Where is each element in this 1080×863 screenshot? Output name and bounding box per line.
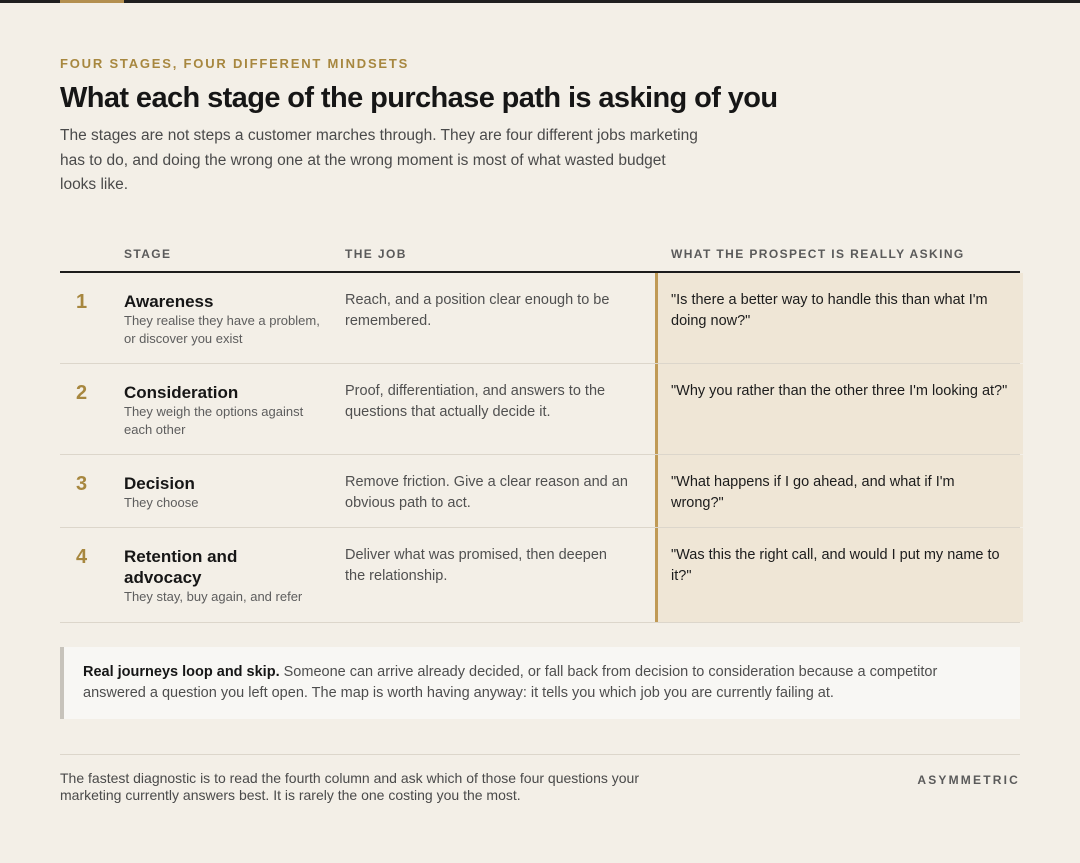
stages-table <box>60 240 1020 623</box>
table-row <box>60 364 1020 455</box>
callout-box <box>60 647 1020 719</box>
table-row <box>60 455 1020 528</box>
top-rule-accent <box>60 0 124 3</box>
asking-quote: "What happens if I go ahead, and what if I'm wrong?" <box>671 474 955 511</box>
stage-number: 3 <box>76 473 88 495</box>
stage-number: 2 <box>76 382 88 404</box>
job-text: Proof, differentiation, and answers to the questions that actually decide it. <box>345 383 606 420</box>
eyebrow: FOUR STAGES, FOUR DIFFERENT MINDSETS <box>60 56 410 71</box>
table-row <box>60 528 1020 623</box>
stage-description: They choose <box>124 495 199 510</box>
asking-quote: "Why you rather than the other three I'm looking at?" <box>671 383 1008 399</box>
header-job: THE JOB <box>345 247 407 261</box>
callout-lead: Real journeys loop and skip. <box>83 664 280 680</box>
stage-description: They realise they have a problem, or discover you exist <box>124 313 320 346</box>
stage-number: 1 <box>76 291 88 313</box>
job-text: Reach, and a position clear enough to be remembered. <box>345 292 610 329</box>
stage-name: Consideration <box>124 383 239 402</box>
stage-description: They stay, buy again, and refer <box>124 589 303 604</box>
header-asking: WHAT THE PROSPECT IS REALLY ASKING <box>671 247 965 261</box>
stage-name: Decision <box>124 474 195 493</box>
table-row <box>60 273 1020 364</box>
table-header <box>60 240 1020 273</box>
footer-divider <box>60 754 1020 755</box>
stage-name: Retention and advocacy <box>124 547 238 587</box>
stage-number: 4 <box>76 546 88 568</box>
asking-quote: "Was this the right call, and would I put my name to it?" <box>671 547 1000 584</box>
job-text: Remove friction. Give a clear reason and an obvious path to act. <box>345 474 628 511</box>
job-text: Deliver what was promised, then deepen the relationship. <box>345 547 607 584</box>
callout-text <box>83 662 983 704</box>
page-title: What each stage of the purchase path is asking of you <box>60 82 778 114</box>
stage-name: Awareness <box>124 292 214 311</box>
asking-quote: "Is there a better way to handle this than what I'm doing now?" <box>671 292 988 329</box>
asking-cell <box>655 364 1023 454</box>
footer-note: The fastest diagnostic is to read the fourth column and ask which of those four questions your marketing currently answers best. It is rarely the one costing you the most. <box>60 770 639 803</box>
top-rule <box>0 0 1080 3</box>
callout-body: Someone can arrive already decided, or fall back from decision to consideration because a competitor answered a question you left open. The map is worth having anyway: it tells you which job you are currently failing at. <box>83 664 938 701</box>
brand-logo: ASYMMETRIC <box>917 773 1020 787</box>
stage-description: They weigh the options against each other <box>124 404 304 437</box>
intro-paragraph: The stages are not steps a customer marches through. They are four different jobs marketing has to do, and doing the wrong one at the wrong moment is most of what wasted budget looks like. <box>60 127 698 193</box>
header-stage: STAGE <box>124 247 172 261</box>
